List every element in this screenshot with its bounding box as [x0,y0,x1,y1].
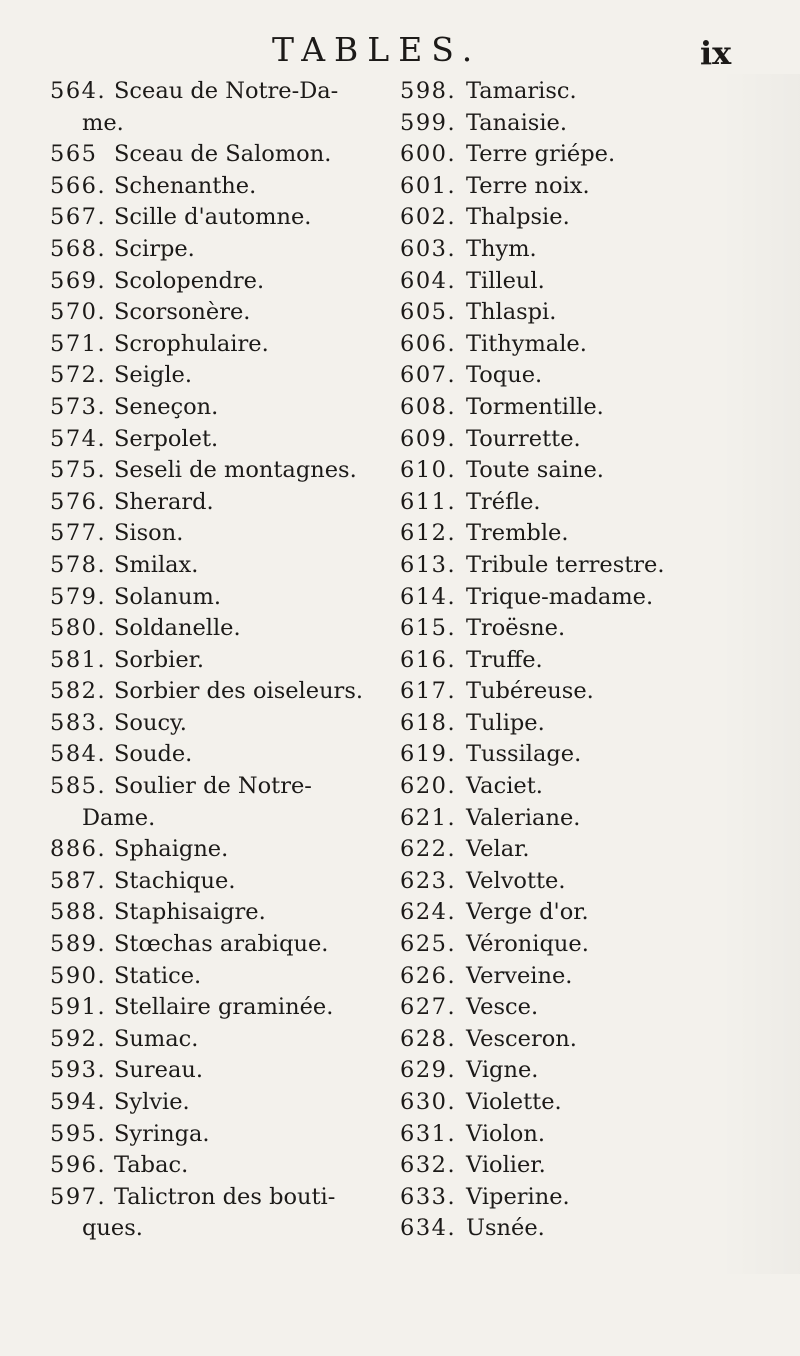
index-entry [50,1182,385,1214]
entry-number: 579. [50,583,107,610]
entry-number: 595. [50,1120,107,1147]
entry-name: Scirpe. [114,235,195,262]
entry-number: 603. [400,235,457,262]
entry-number: 600. [400,141,457,168]
entry-name: Solanum. [114,583,222,610]
entry-name: Thym. [466,235,537,262]
index-entry [50,392,385,424]
entry-number: 597. [50,1183,107,1210]
index-entry [50,645,385,677]
index-entry [400,834,760,866]
entry-number: 591. [50,994,107,1021]
entry-name: Toque. [466,362,543,389]
entry-number: 581. [50,646,107,673]
entry-number: 617. [400,678,457,705]
entry-name: Seneçon. [114,393,219,420]
right-column [400,76,760,1245]
index-entry [400,550,760,582]
entry-number: 578. [50,551,107,578]
entry-name: Terre noix. [466,172,590,199]
entry-name: Tussilage. [466,741,582,768]
index-entry [50,1055,385,1087]
entry-name: Sceau de Salomon. [114,141,332,168]
index-entry [50,76,385,108]
entry-number: 575. [50,457,107,484]
index-entry [400,139,760,171]
entry-name: Violier. [466,1152,546,1179]
entry-name: Verge d'or. [466,899,589,926]
index-entry [400,866,760,898]
index-entry [50,1024,385,1056]
index-entry [50,360,385,392]
entry-number: 629. [400,1057,457,1084]
entry-number: 585. [50,773,107,800]
entry-number: 590. [50,962,107,989]
entry-name: Tulipe. [466,709,545,736]
entry-name: Vigne. [466,1057,539,1084]
entry-name: Vesce. [466,994,539,1021]
entry-number: 584. [50,741,107,768]
entry-name: Smilax. [114,551,199,578]
index-entry [50,202,385,234]
entry-number: 598. [400,78,457,104]
entry-number: 587. [50,867,107,894]
entry-number: 621. [400,804,457,831]
index-entry [50,297,385,329]
entry-number: 608. [400,393,457,420]
index-entry [50,266,385,298]
running-title: TABLES. [272,30,482,69]
index-entry [400,424,760,456]
entry-number: 615. [400,615,457,642]
entry-number: 606. [400,330,457,357]
index-entry [400,455,760,487]
entry-number: 577. [50,520,107,547]
entry-number: 592. [50,1025,107,1052]
index-entry [400,360,760,392]
entry-name: Toute saine. [466,457,604,484]
index-entry [400,392,760,424]
index-entry [50,171,385,203]
entry-number: 605. [400,299,457,326]
index-entry [50,739,385,771]
index-entry [50,929,385,961]
index-entry [400,1119,760,1151]
index-entry [400,929,760,961]
entry-number: 886. [50,836,107,863]
entry-name: Trique-madame. [466,583,654,610]
entry-name: Sison. [114,520,184,547]
entry-name: Truffe. [466,646,543,673]
index-entry [400,234,760,266]
index-entry [400,708,760,740]
entry-number: 602. [400,204,457,231]
entry-name: Serpolet. [114,425,219,452]
index-entry [50,234,385,266]
index-entry [400,518,760,550]
index-entry [50,424,385,456]
entry-name: Tourrette. [466,425,581,452]
index-entry [50,582,385,614]
index-entry [400,676,760,708]
entry-continuation: me. [82,109,124,136]
entry-continuation: Dame. [82,804,156,831]
index-entry [400,1150,760,1182]
entry-number: 628. [400,1025,457,1052]
entry-name: Seseli de montagnes. [114,457,357,484]
entry-name: Seigle. [114,362,192,389]
index-entry [400,803,760,835]
entry-name: Soldanelle. [114,615,241,642]
entry-name: Scolopendre. [114,267,265,294]
entry-name: Tormentille. [466,393,604,420]
entry-number: 588. [50,899,107,926]
index-entry [400,739,760,771]
entry-name: Sorbier. [114,646,205,673]
entry-number: 568. [50,235,107,262]
index-entry [50,139,385,171]
entry-number: 566. [50,172,107,199]
entry-number: 596. [50,1152,107,1179]
index-entry [400,202,760,234]
entry-name: Viperine. [466,1183,570,1210]
entry-name: Tribule terrestre. [466,551,665,578]
entry-name: Schenanthe. [114,172,257,199]
index-entry [400,1055,760,1087]
entry-number: 619. [400,741,457,768]
entry-number: 571. [50,330,107,357]
entry-name: Sherard. [114,488,214,515]
entry-name: Stellaire graminée. [114,994,334,1021]
index-entry [50,834,385,866]
index-entry [50,676,385,708]
index-entry [50,455,385,487]
entry-number: 622. [400,836,457,863]
index-entry [400,76,760,108]
entry-name: Scrophulaire. [114,330,269,357]
entry-name: Violette. [466,1089,562,1115]
index-entry [50,487,385,519]
entry-number: 611. [400,488,457,515]
entry-name: Sorbier des oiseleurs. [114,678,364,705]
entry-name: Statice. [114,962,202,989]
entry-name: Troësne. [466,615,566,642]
entry-number: 618. [400,709,457,736]
entry-name: Valeriane. [466,804,581,831]
index-entry [50,329,385,361]
entry-name: Scille d'automne. [114,204,312,231]
entry-name: Talictron des bouti- [114,1183,336,1210]
index-entry [50,708,385,740]
entry-name: Tréfle. [466,488,541,515]
entry-number: 634. [400,1215,457,1242]
entry-number: 614. [400,583,457,610]
entry-number: 573. [50,393,107,420]
entry-number: 582. [50,678,107,705]
entry-name: Tilleul. [466,267,545,294]
entry-number: 627. [400,994,457,1021]
index-entry [400,171,760,203]
index-entry [400,645,760,677]
entry-number: 613. [400,551,457,578]
entry-name: Stachique. [114,867,236,894]
entry-number: 630. [400,1089,457,1115]
index-entry [50,866,385,898]
index-entry [400,992,760,1024]
entry-name: Vesceron. [466,1025,577,1052]
index-entry [400,108,760,140]
page-number: ix [700,34,732,72]
entry-name: Sylvie. [114,1089,190,1115]
entry-name: Sureau. [114,1057,204,1084]
entry-number: 610. [400,457,457,484]
index-entry [50,897,385,929]
index-entry [50,518,385,550]
entry-name: Staphisaigre. [114,899,266,926]
entry-number: 633. [400,1183,457,1210]
entry-number: 593. [50,1057,107,1084]
index-entry [50,1087,385,1119]
entry-name: Verveine. [466,962,573,989]
index-entry [400,1087,760,1119]
entry-name: Vaciet. [466,773,543,800]
entry-number: 623. [400,867,457,894]
entry-name: Sumac. [114,1025,199,1052]
entry-name: Velar. [466,836,530,863]
entry-name: Usnée. [466,1215,545,1242]
entry-name: Thalpsie. [466,204,570,231]
entry-number: 624. [400,899,457,926]
index-entry [50,613,385,645]
index-entry [400,1182,760,1214]
entry-name: Tamarisc. [466,78,577,104]
index-entry [50,992,385,1024]
page-header [0,30,800,74]
entry-continuation: ques. [82,1215,143,1242]
entry-name: Scorsonère. [114,299,251,326]
entry-number: 570. [50,299,107,326]
index-entry [400,297,760,329]
entry-number: 589. [50,931,107,958]
entry-name: Tabac. [114,1152,189,1179]
index-entry [400,1213,760,1245]
index-entry [50,771,385,803]
index-entry [400,897,760,929]
entry-number: 607. [400,362,457,389]
index-entry [50,550,385,582]
entry-number: 567. [50,204,107,231]
entry-number: 616. [400,646,457,673]
entry-name: Soude. [114,741,193,768]
index-entry [400,771,760,803]
entry-name: Soulier de Notre- [114,773,312,800]
index-entry [400,487,760,519]
entry-name: Terre griépe. [466,141,616,168]
entry-name: Stœchas arabique. [114,931,329,958]
entry-number: 632. [400,1152,457,1179]
index-entry [50,1119,385,1151]
left-column [50,76,385,1245]
entry-number: 572. [50,362,107,389]
entry-number: 612. [400,520,457,547]
entry-number: 580. [50,615,107,642]
entry-number: 576. [50,488,107,515]
entry-number: 574. [50,425,107,452]
entry-name: Sphaigne. [114,836,229,863]
entry-number: 620. [400,773,457,800]
index-entry [400,613,760,645]
entry-number: 601. [400,172,457,199]
entry-number: 564. [50,78,107,104]
entry-number: 625. [400,931,457,958]
entry-name: Violon. [466,1120,545,1147]
entry-name: Sceau de Notre-Da- [114,78,339,104]
entry-name: Tremble. [466,520,569,547]
entry-name: Tithymale. [466,330,587,357]
entry-number: 565 [50,141,98,168]
index-entry [400,582,760,614]
entry-name: Tubéreuse. [466,678,594,705]
entry-number: 609. [400,425,457,452]
entry-name: Soucy. [114,709,187,736]
entry-number: 583. [50,709,107,736]
index-entry [50,961,385,993]
index-entry [400,266,760,298]
entry-number: 594. [50,1089,107,1115]
entry-name: Véronique. [466,931,589,958]
index-entry [50,1150,385,1182]
entry-name: Thlaspi. [466,299,557,326]
index-entry [400,1024,760,1056]
entry-number: 626. [400,962,457,989]
index-entry [400,961,760,993]
entry-number: 569. [50,267,107,294]
entry-name: Syringa. [114,1120,210,1147]
entry-number: 599. [400,109,457,136]
entry-number: 604. [400,267,457,294]
entry-number: 631. [400,1120,457,1147]
entry-name: Tanaisie. [466,109,567,136]
entry-name: Velvotte. [466,867,566,894]
index-entry [400,329,760,361]
